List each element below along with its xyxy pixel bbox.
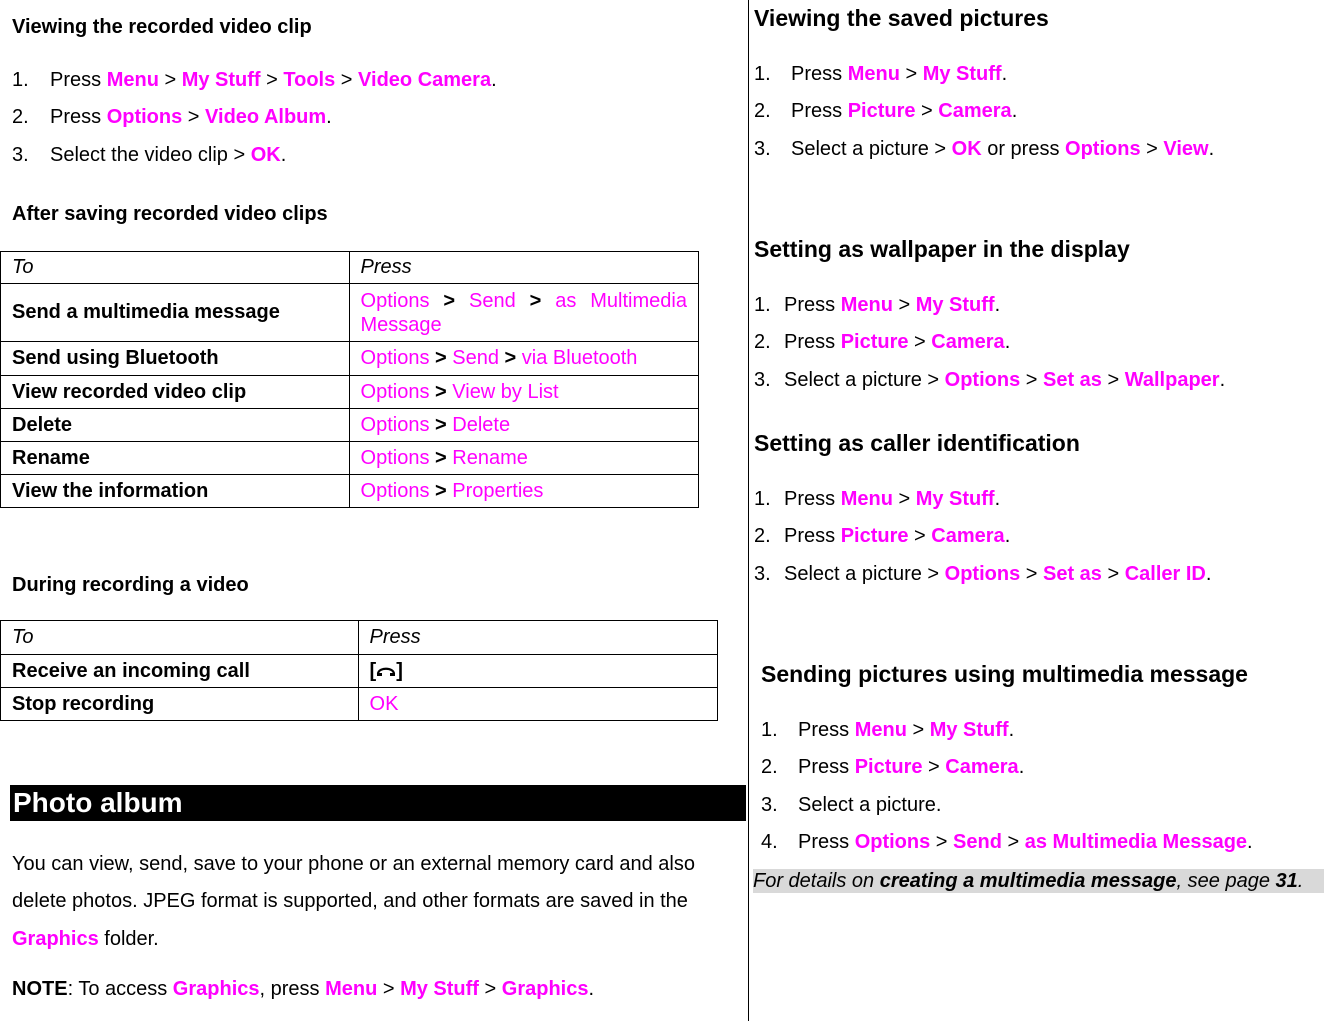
table-header-row bbox=[1, 252, 699, 284]
row-keys: Options > Properties bbox=[349, 475, 698, 508]
caller-id-title: Setting as caller identification bbox=[754, 430, 1080, 456]
table-row bbox=[1, 409, 699, 442]
column-divider bbox=[748, 0, 749, 1021]
saved-step-2: 2. Press Picture > Camera. bbox=[754, 100, 1018, 122]
row-keys bbox=[358, 655, 717, 688]
sending-step-3: 3. Select a picture. bbox=[761, 794, 942, 816]
table-row bbox=[1, 284, 699, 342]
col-header-press: Press bbox=[358, 621, 717, 655]
table-row bbox=[1, 442, 699, 475]
wallpaper-title: Setting as wallpaper in the display bbox=[754, 236, 1130, 262]
row-keys: Options > Rename bbox=[349, 442, 698, 475]
during-recording-table bbox=[0, 620, 718, 721]
table-row bbox=[1, 655, 718, 688]
viewing-saved-title: Viewing the saved pictures bbox=[754, 5, 1049, 31]
viewing-step-3: 3. Select the video clip > OK. bbox=[12, 144, 287, 166]
page-reference: 31 bbox=[1275, 870, 1298, 892]
sending-step-4: 4. Press Options > Send > as Multimedia Message. bbox=[761, 831, 1253, 853]
viewing-step-2: 2. Press Options > Video Album. bbox=[12, 106, 332, 128]
send-key-icon: [ ] bbox=[369, 659, 403, 682]
table-row bbox=[1, 342, 699, 376]
sending-step-2: 2. Press Picture > Camera. bbox=[761, 756, 1025, 778]
row-action: Delete bbox=[1, 409, 350, 442]
col-header-to: To bbox=[1, 621, 359, 655]
row-keys: OK bbox=[358, 688, 717, 721]
after-saving-table bbox=[0, 251, 699, 508]
note-line: NOTE: To access Graphics, press Menu > My Stuff > Graphics. bbox=[12, 978, 595, 1000]
cross-reference-link[interactable]: creating a multimedia message bbox=[879, 870, 1177, 892]
sending-step-1: 1. Press Menu > My Stuff. bbox=[761, 719, 1015, 741]
row-action: View the information bbox=[1, 475, 350, 508]
row-action: Rename bbox=[1, 442, 350, 475]
caller-step-1: 1. Press Menu > My Stuff. bbox=[754, 488, 1001, 510]
row-action: Receive an incoming call bbox=[1, 655, 359, 688]
photo-album-paragraph-line-1: You can view, send, save to your phone or an external memory card and also bbox=[12, 853, 695, 875]
viewing-recorded-title: Viewing the recorded video clip bbox=[12, 16, 312, 38]
row-keys: Options > Delete bbox=[349, 409, 698, 442]
saved-step-1: 1. Press Menu > My Stuff. bbox=[754, 63, 1008, 85]
caller-step-3: 3. Select a picture > Options > Set as > Caller ID. bbox=[754, 563, 1212, 585]
caller-step-2: 2. Press Picture > Camera. bbox=[754, 525, 1011, 547]
after-saving-title: After saving recorded video clips bbox=[12, 203, 328, 225]
row-keys: Options > View by List bbox=[349, 376, 698, 409]
table-row bbox=[1, 376, 699, 409]
wallpaper-step-3: 3. Select a picture > Options > Set as > Wallpaper. bbox=[754, 369, 1226, 391]
row-keys: Options > Send > via Bluetooth bbox=[349, 342, 698, 376]
col-header-press: Press bbox=[349, 252, 698, 284]
row-action: Send a multimedia message bbox=[1, 284, 350, 342]
photo-album-paragraph-line-3: Graphics folder. bbox=[12, 928, 159, 950]
wallpaper-step-2: 2. Press Picture > Camera. bbox=[754, 331, 1011, 353]
sending-pictures-title: Sending pictures using multimedia message bbox=[761, 661, 1248, 687]
phone-handset-icon bbox=[376, 663, 396, 679]
viewing-step-1: 1. Press Menu > My Stuff > Tools > Video Camera. bbox=[12, 69, 497, 91]
row-keys: Options > Send > as Multimedia Message bbox=[349, 284, 698, 342]
row-action: Send using Bluetooth bbox=[1, 342, 350, 376]
details-note: For details on creating a multimedia message, see page 31. bbox=[753, 869, 1324, 893]
row-action: Stop recording bbox=[1, 688, 359, 721]
row-action: View recorded video clip bbox=[1, 376, 350, 409]
table-header-row bbox=[1, 621, 718, 655]
wallpaper-step-1: 1. Press Menu > My Stuff. bbox=[754, 294, 1001, 316]
col-header-to: To bbox=[1, 252, 350, 284]
table-row bbox=[1, 475, 699, 508]
saved-step-3: 3. Select a picture > OK or press Options > View. bbox=[754, 138, 1215, 160]
during-recording-title: During recording a video bbox=[12, 574, 249, 596]
photo-album-paragraph-line-2: delete photos. JPEG format is supported, and other formats are saved in the bbox=[12, 890, 688, 912]
table-row bbox=[1, 688, 718, 721]
photo-album-heading-bar: Photo album bbox=[10, 785, 746, 821]
